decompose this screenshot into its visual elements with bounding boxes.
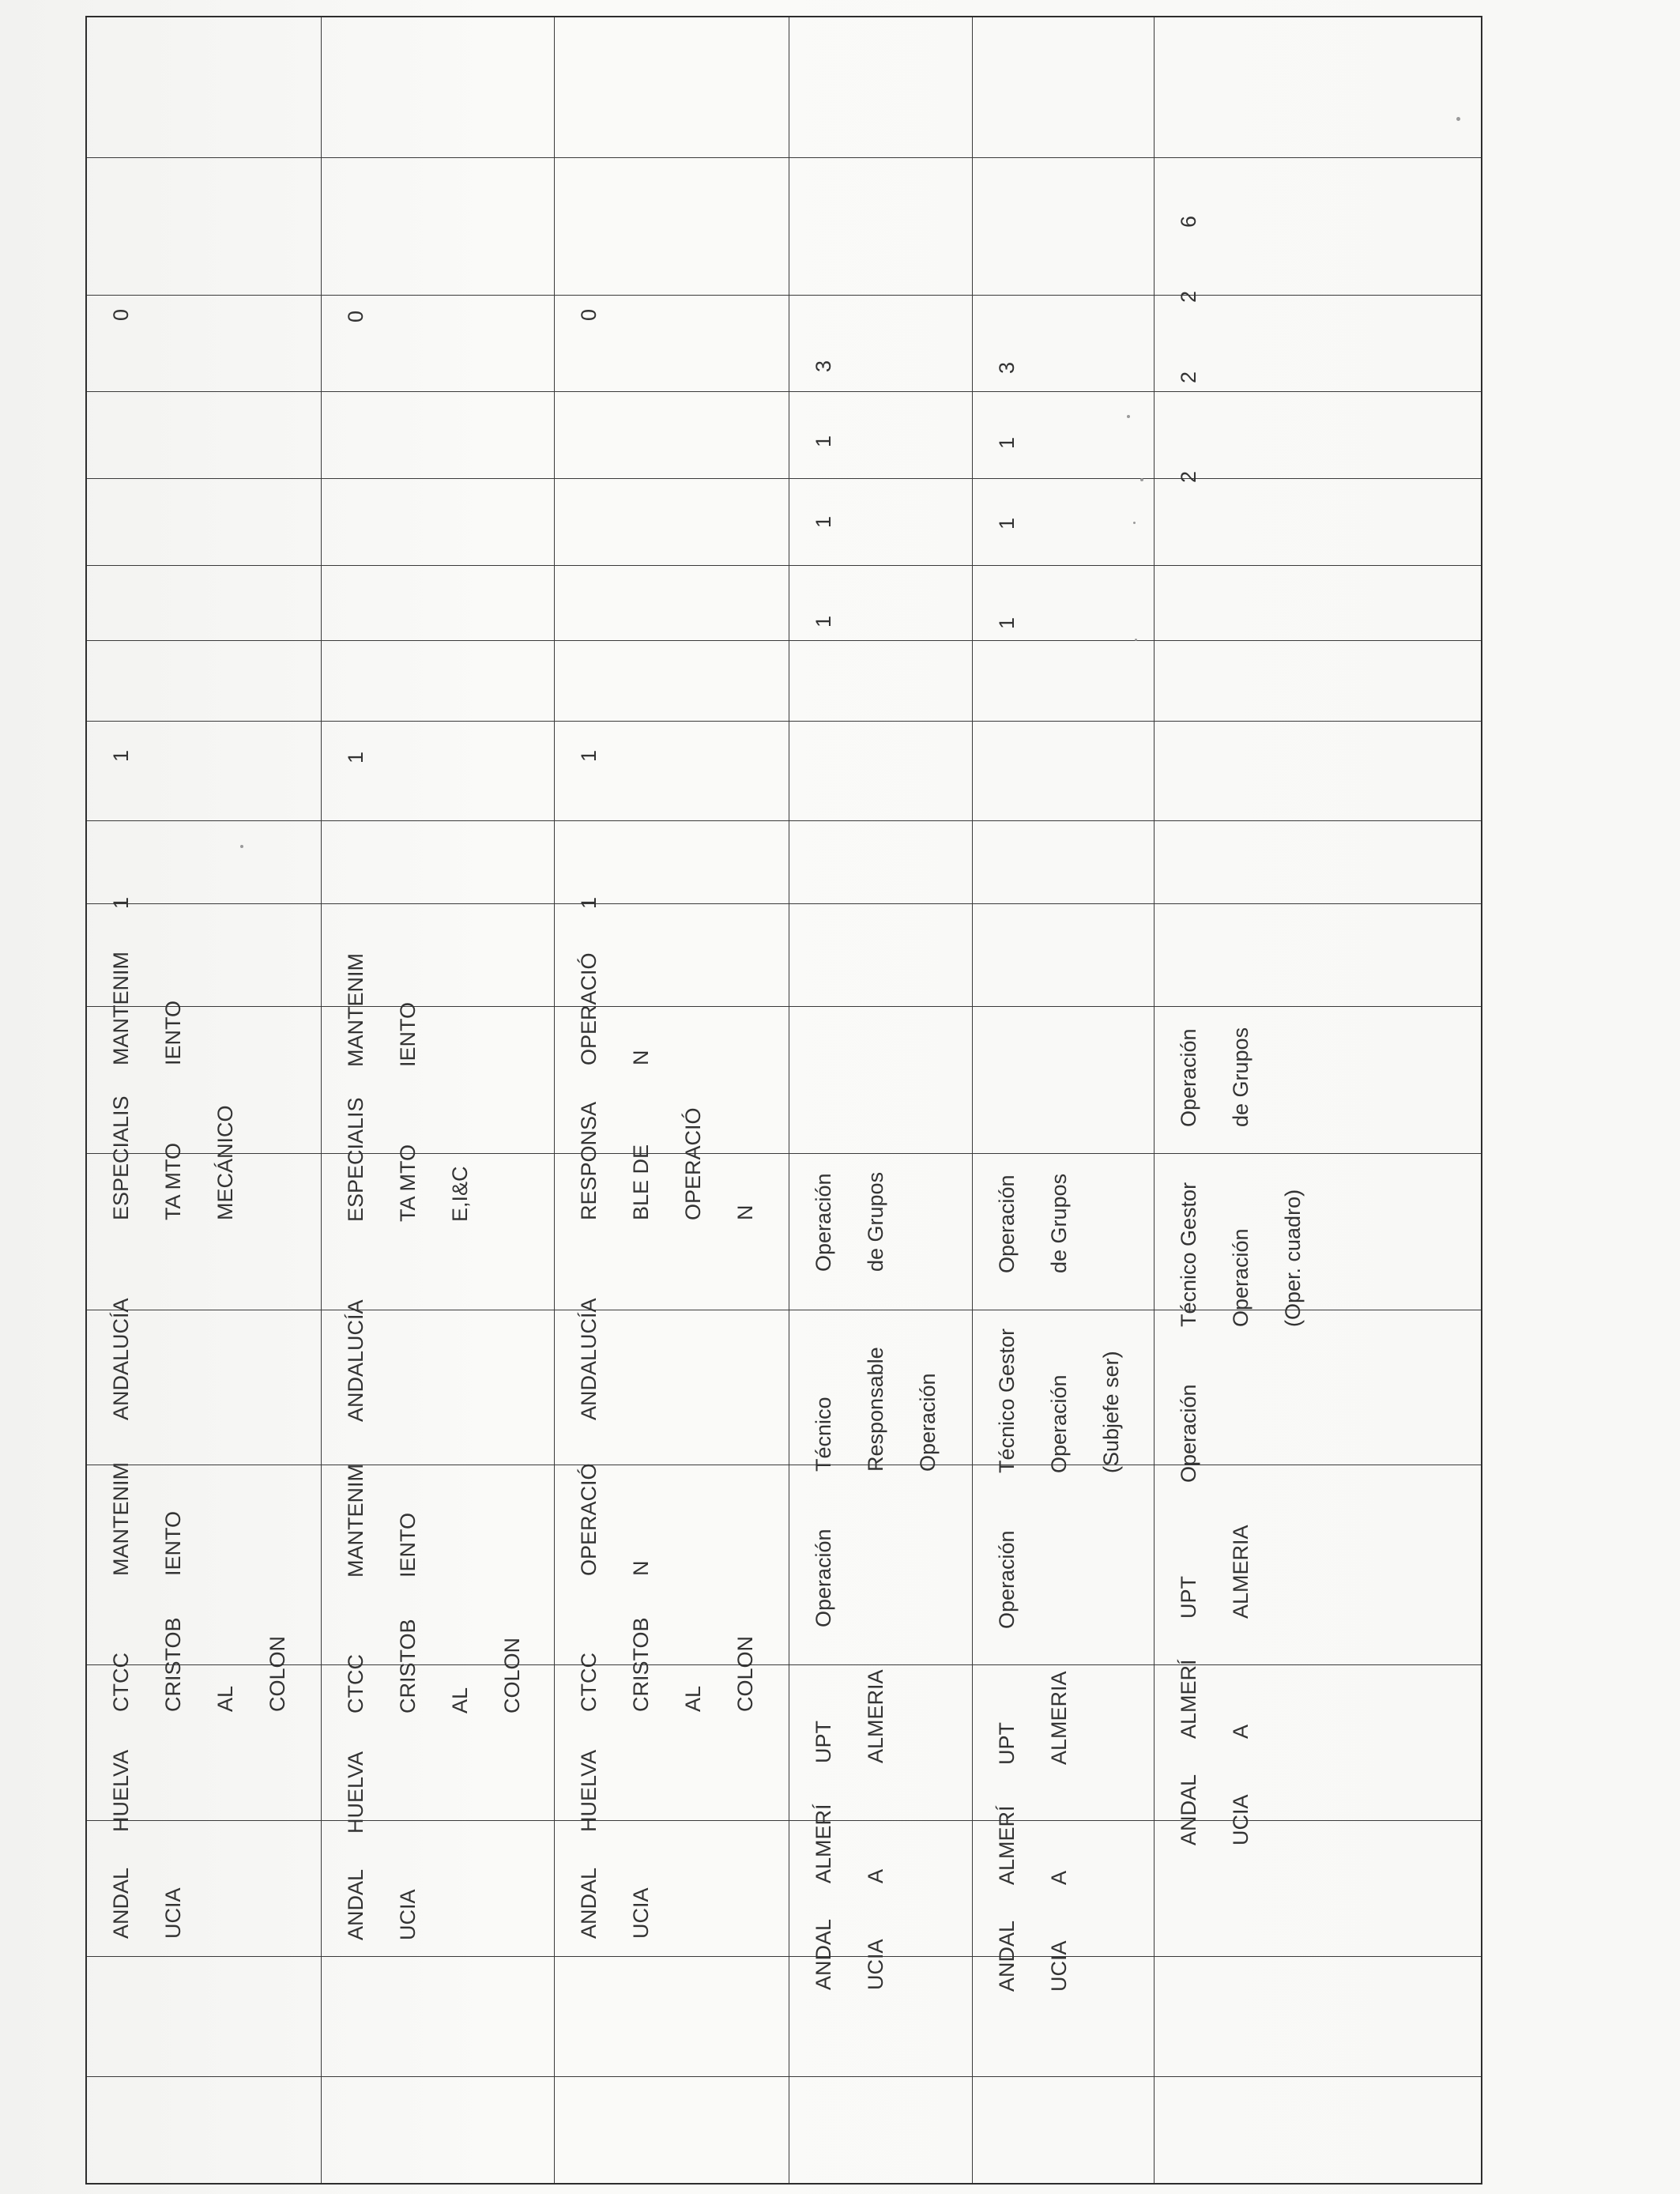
table-cell: [321, 820, 554, 903]
cell-text: [789, 1637, 973, 1773]
cell-text: [789, 295, 973, 382]
cell-text: [87, 243, 322, 330]
table-cell: [1154, 820, 1482, 903]
table-cell: [789, 515, 972, 721]
cell-line: ALMERÍ: [1176, 1658, 1200, 1739]
cell-line: A: [1046, 1870, 1071, 1885]
cell-line: TA MTO: [161, 1142, 185, 1220]
cell-line: UCIA: [628, 1887, 653, 1939]
cell-line: IENTO: [161, 1510, 185, 1576]
cell-text: [555, 669, 789, 771]
cell-line: Operación: [1228, 1227, 1252, 1327]
cell-text: [973, 458, 1155, 539]
cell-line: HUELVA: [343, 1751, 367, 1834]
cell-line: AL: [213, 1685, 237, 1712]
cell-line: Operación: [1046, 1374, 1071, 1473]
cell-line: (Oper. cuadro): [1280, 1189, 1305, 1327]
cell-line: CRISTOB: [395, 1618, 420, 1713]
cell-line: COLON: [266, 1635, 289, 1712]
cell-text: [322, 1587, 555, 1723]
cell-text: [87, 1430, 322, 1585]
cell-line: 3: [994, 361, 1019, 374]
cell-line: UPT: [811, 1720, 835, 1763]
cell-line: ALMERIA: [1046, 1670, 1071, 1765]
cell-text: [87, 1230, 322, 1430]
cell-text: [1155, 1492, 1482, 1628]
table-cell: [86, 17, 321, 157]
cell-text: [555, 243, 789, 330]
cell-text: [1155, 237, 1482, 312]
cell-line: Técnico Gestor: [994, 1328, 1019, 1473]
table-cell: [789, 157, 972, 295]
cell-text: [973, 1638, 1155, 1774]
cell-line: OPERACIÓ: [576, 1462, 601, 1576]
table-cell: [1154, 290, 1482, 640]
cell-line: 1: [811, 615, 835, 628]
cell-line: CTCC: [109, 1652, 133, 1712]
cell-line: OPERACIÓ: [680, 1106, 705, 1220]
cell-text: [1155, 1628, 1482, 1748]
cell-line: ALMERIA: [863, 1668, 887, 1763]
cell-text: [973, 1894, 1155, 2001]
cell-text: [1155, 1336, 1482, 1492]
cell-text: [1155, 393, 1482, 492]
table-band: [86, 17, 1482, 157]
cell-line: CTCC: [576, 1652, 601, 1712]
cell-line: ANDAL: [109, 1867, 133, 1939]
cell-line: MECÁNICO: [213, 1104, 237, 1220]
cell-line: 1: [576, 896, 601, 909]
cell-line: 1: [994, 436, 1019, 449]
table-cell: [321, 310, 554, 565]
cell-text: [555, 771, 789, 918]
cell-line: N: [628, 1050, 653, 1065]
cell-text: [555, 1841, 789, 1948]
cell-line: Operación: [1176, 1027, 1200, 1127]
cell-line: TA MTO: [395, 1144, 420, 1222]
cell-line: 2: [1176, 470, 1200, 483]
cell-line: 0: [109, 308, 133, 321]
cell-line: 1: [994, 616, 1019, 629]
cell-line: HUELVA: [576, 1749, 601, 1832]
cell-line: de Grupos: [1228, 1027, 1252, 1127]
cell-line: N: [628, 1560, 653, 1576]
cell-line: A: [863, 1868, 887, 1883]
cell-line: 1: [576, 749, 601, 762]
cell-line: MANTENIM: [109, 951, 133, 1065]
cell-text: [789, 1773, 973, 1893]
cell-line: 1: [109, 896, 133, 909]
cell-text: [1155, 1137, 1482, 1336]
cell-text: [555, 1230, 789, 1430]
cell-line: ANDALUCÍA: [576, 1297, 601, 1420]
cell-text: [973, 539, 1155, 639]
cell-text: [1155, 982, 1482, 1137]
cell-text: [789, 382, 973, 457]
cell-text: [973, 1483, 1155, 1638]
cell-line: Técnico Gestor: [1176, 1182, 1200, 1327]
cell-line: UCIA: [1228, 1794, 1252, 1845]
table-cell: [86, 565, 321, 640]
table-region: [85, 16, 1481, 2183]
cell-text: [322, 1231, 555, 1431]
cell-line: BLE DE: [628, 1144, 653, 1220]
cell-text: [973, 1283, 1155, 1483]
cell-line: ESPECIALIS: [109, 1095, 133, 1220]
cell-line: OPERACIÓ: [576, 952, 601, 1065]
cell-line: MANTENIM: [343, 952, 367, 1067]
table-cell: [789, 903, 972, 1006]
cell-line: de Grupos: [1046, 1173, 1071, 1273]
cell-line: ANDAL: [811, 1918, 835, 1990]
table-band: [86, 1956, 1482, 2076]
cell-line: 1: [811, 515, 835, 528]
cell-text: [555, 1585, 789, 1721]
cell-text: [87, 1721, 322, 1842]
cell-text: [789, 457, 973, 537]
cell-line: 0: [576, 308, 601, 321]
cell-line: ANDAL: [343, 1868, 367, 1940]
cell-text: [1155, 1747, 1482, 1855]
cell-line: 1: [109, 749, 133, 762]
table-cell: [972, 903, 1154, 1006]
cell-line: Operación: [994, 1529, 1019, 1629]
table-cell: [1154, 371, 1482, 721]
cell-line: UCIA: [395, 1889, 420, 1940]
cell-text: [1155, 312, 1482, 393]
table-cell: [321, 1868, 554, 2184]
table-cell: [321, 17, 554, 157]
cell-text: [322, 245, 555, 332]
cell-line: CTCC: [343, 1653, 367, 1713]
cell-line: 1: [811, 435, 835, 447]
cell-line: Operación: [915, 1372, 940, 1472]
cell-text: [789, 1892, 973, 2000]
cell-line: ANDALUCÍA: [343, 1299, 367, 1422]
table-cell: [321, 565, 554, 640]
cell-text: [973, 1128, 1155, 1283]
cell-text: [87, 918, 322, 1075]
cell-line: COLON: [499, 1637, 524, 1713]
cell-text: [555, 918, 789, 1075]
cell-line: Técnico: [811, 1396, 835, 1472]
staffing-table: [85, 16, 1482, 2185]
table-cell: [789, 17, 972, 157]
cell-line: UCIA: [863, 1939, 887, 1990]
cell-text: [973, 296, 1155, 383]
cell-line: AL: [447, 1687, 472, 1713]
table-cell: [1154, 17, 1482, 157]
cell-line: 2: [1176, 371, 1200, 383]
cell-line: 0: [343, 310, 367, 322]
cell-line: de Grupos: [863, 1171, 887, 1272]
table-cell: [972, 1920, 1154, 2184]
cell-text: [789, 1281, 973, 1481]
cell-line: ALMERIA: [1228, 1524, 1252, 1619]
cell-text: [87, 669, 322, 771]
cell-text: [555, 1721, 789, 1842]
table-cell: [972, 17, 1154, 157]
cell-line: ANDAL: [576, 1867, 601, 1939]
cell-line: 6: [1176, 215, 1200, 228]
cell-line: AL: [680, 1685, 705, 1712]
cell-line: Responsable: [863, 1346, 887, 1472]
cell-line: IENTO: [395, 1001, 420, 1067]
cell-text: [322, 920, 555, 1076]
cell-line: Operación: [811, 1172, 835, 1272]
cell-line: HUELVA: [109, 1749, 133, 1832]
cell-text: [789, 1481, 973, 1637]
cell-line: UPT: [1176, 1575, 1200, 1619]
cell-line: Operación: [1176, 1383, 1200, 1483]
cell-line: UPT: [994, 1721, 1019, 1765]
cell-text: [555, 1430, 789, 1585]
table-cell: [1154, 1774, 1482, 2184]
cell-line: COLON: [733, 1635, 757, 1712]
cell-text: [1155, 150, 1482, 237]
cell-text: [973, 1774, 1155, 1894]
cell-line: 3: [811, 360, 835, 372]
cell-text: [322, 1842, 555, 1950]
cell-text: [87, 1841, 322, 1948]
cell-line: ANDAL: [994, 1920, 1019, 1992]
cell-line: CRISTOB: [628, 1616, 653, 1712]
cell-line: ALMERÍ: [811, 1803, 835, 1883]
cell-line: 2: [1176, 290, 1200, 303]
table-cell: [972, 157, 1154, 295]
cell-text: [87, 1585, 322, 1721]
table-cell: [86, 308, 321, 565]
cell-line: N: [733, 1204, 757, 1220]
cell-line: 1: [343, 751, 367, 763]
table-cell: [86, 1867, 321, 2184]
table-cell: [86, 391, 321, 478]
table-cell: [554, 1867, 789, 2184]
cell-text: [87, 1075, 322, 1230]
table-band: [86, 565, 1482, 640]
cell-line: A: [1228, 1724, 1252, 1739]
table-band: [86, 2076, 1482, 2184]
cell-text: [789, 537, 973, 637]
table-cell: [321, 391, 554, 478]
table-cell: [789, 820, 972, 903]
cell-line: MANTENIM: [109, 1461, 133, 1576]
cell-line: ANDAL: [1176, 1774, 1200, 1845]
cell-line: UCIA: [1046, 1940, 1071, 1992]
cell-line: MANTENIM: [343, 1463, 367, 1578]
cell-line: IENTO: [395, 1512, 420, 1578]
table-cell: [972, 517, 1154, 721]
cell-text: [87, 771, 322, 918]
cell-line: IENTO: [161, 1000, 185, 1065]
cell-line: 1: [994, 517, 1019, 530]
cell-text: [322, 1431, 555, 1587]
cell-text: [973, 383, 1155, 458]
cell-text: [322, 1723, 555, 1843]
cell-line: ALMERÍ: [994, 1804, 1019, 1885]
table-cell: [1154, 470, 1482, 820]
table-cell: [554, 391, 789, 478]
table-cell: [554, 308, 789, 565]
cell-line: E,I&C: [447, 1165, 472, 1222]
table-cell: [789, 615, 972, 820]
table-cell: [972, 616, 1154, 820]
table-cell: [554, 17, 789, 157]
cell-text: [322, 1076, 555, 1231]
cell-line: RESPONSA: [576, 1101, 601, 1220]
cell-line: UCIA: [161, 1887, 185, 1939]
cell-line: Operación: [811, 1528, 835, 1627]
cell-line: ANDALUCÍA: [109, 1297, 133, 1420]
table-cell: [789, 1918, 972, 2184]
table-cell: [972, 820, 1154, 903]
cell-text: [789, 1126, 973, 1281]
cell-text: [555, 1075, 789, 1230]
cell-line: ESPECIALIS: [343, 1096, 367, 1222]
cell-line: Operación: [994, 1174, 1019, 1273]
cell-line: (Subjefe ser): [1098, 1350, 1123, 1473]
cell-text: [322, 670, 555, 773]
cell-line: CRISTOB: [161, 1616, 185, 1712]
table-cell: [554, 565, 789, 640]
